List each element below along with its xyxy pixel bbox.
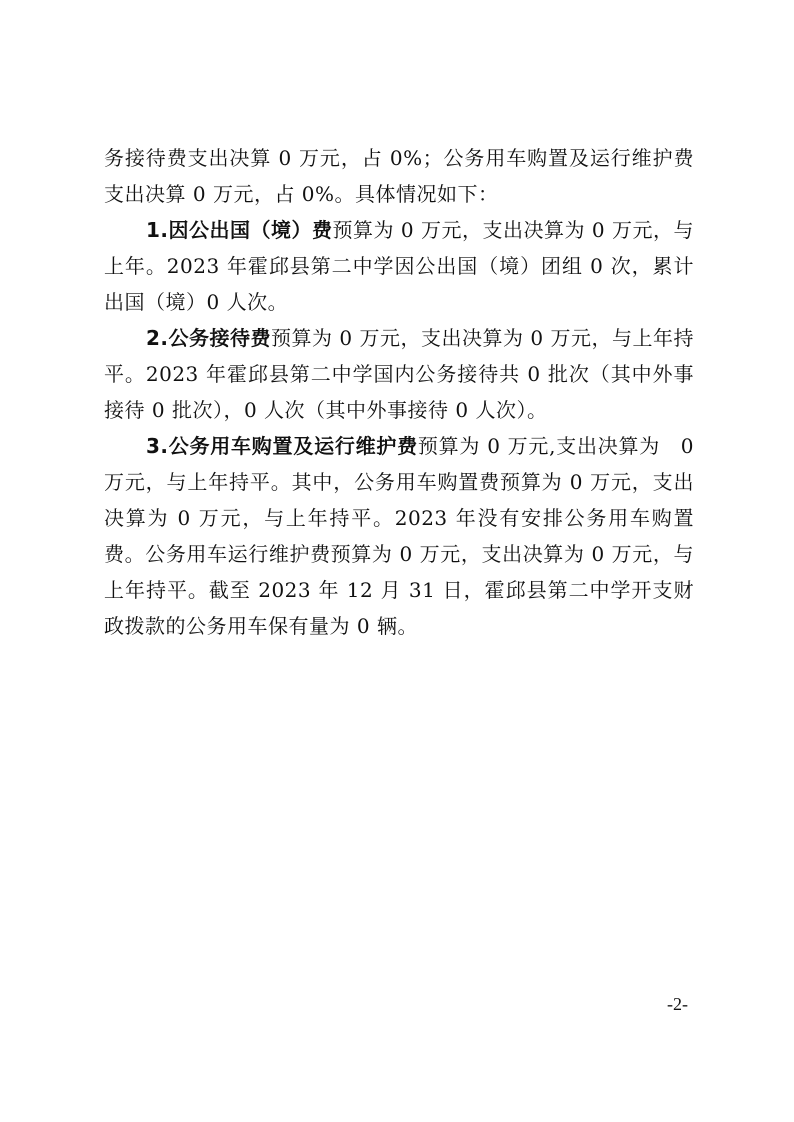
- paragraph-text: 预算为 0 万元，支出决算为 0 万元，与上年。2023 年霍邱县第二中学因公出国（境）团组 0 次，累计出国（境）0 人次。: [104, 218, 694, 314]
- section-heading-overseas-travel: 1.因公出国（境）费: [146, 218, 333, 242]
- paragraph-overseas-travel: [104, 212, 694, 320]
- page-number: -2-: [667, 994, 688, 1014]
- paragraph-summary: [104, 140, 694, 212]
- paragraph-reception: [104, 320, 694, 428]
- paragraph-text: 预算为 0 万元,支出决算为 0 万元，与上年持平。其中，公务用车购置费预算为 0 万元，支出决算为 0 万元，与上年持平。2023 年没有安排公务用车购置费。公务用车运行维护费预算为 0 万元，支出决算为 0 万元，与上年持平。截至 2023 年 12 月 31 日，霍邱县第二中学开支财政拨款的公务用车保有量为 0 辆。: [104, 434, 695, 638]
- document-body: [104, 140, 694, 644]
- paragraph-text: 预算为 0 万元，支出决算为 0 万元，与上年持平。2023 年霍邱县第二中学国内公务接待共 0 批次（其中外事接待 0 批次），0 人次（其中外事接待 0 人次）。: [104, 326, 694, 422]
- section-heading-reception: 2.公务接待费: [146, 326, 272, 350]
- section-heading-vehicles: 3.公务用车购置及运行维护费: [146, 434, 418, 458]
- paragraph-text: 务接待费支出决算 0 万元，占 0%；公务用车购置及运行维护费支出决算 0 万元，占 0%。具体情况如下：: [104, 146, 694, 206]
- paragraph-vehicles: [104, 428, 694, 644]
